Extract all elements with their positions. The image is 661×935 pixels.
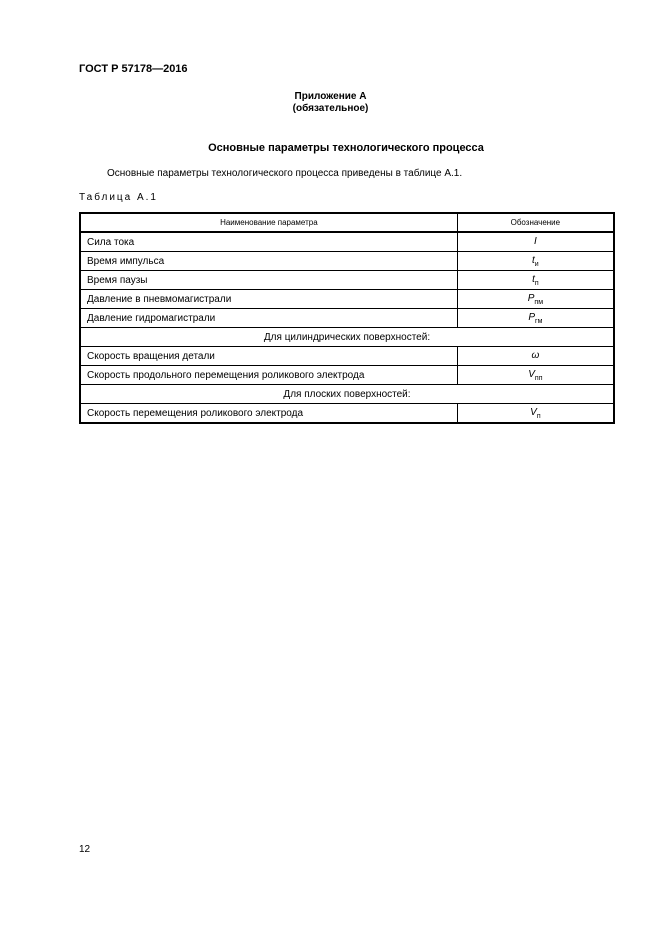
param-name: Сила тока xyxy=(80,232,457,252)
param-symbol: I xyxy=(457,232,614,252)
param-symbol: $t_и$ xyxy=(457,252,614,271)
group-flat-label: Для плоских поверхностей: xyxy=(80,385,614,404)
table-row xyxy=(80,366,614,385)
table-row xyxy=(80,252,614,271)
intro-paragraph: Основные параметры технологического процесса приведены в таблице А.1. xyxy=(107,168,463,179)
appendix-heading xyxy=(0,91,661,115)
table-row xyxy=(80,232,614,252)
table-row xyxy=(80,347,614,366)
appendix-title: Приложение А xyxy=(294,91,367,102)
param-name: Давление в пневмомагистрали xyxy=(80,290,457,309)
param-symbol: $P_{пм}$ xyxy=(457,290,614,309)
document-code: ГОСТ Р 57178—2016 xyxy=(79,63,188,75)
table-group-row xyxy=(80,328,614,347)
param-name: Давление гидромагистрали xyxy=(80,309,457,328)
group-cylindrical-label: Для цилиндрических поверхностей: xyxy=(80,328,614,347)
param-name: Скорость продольного перемещения роликового электрода xyxy=(80,366,457,385)
table-row xyxy=(80,404,614,424)
param-name: Время импульса xyxy=(80,252,457,271)
table-header-row xyxy=(80,213,614,232)
param-symbol: $V_п$ xyxy=(457,404,614,424)
param-symbol: $V_{пп}$ xyxy=(457,366,614,385)
header-symbol: Обозначение xyxy=(457,213,614,232)
section-title: Основные параметры технологического процесса xyxy=(208,142,484,154)
header-parameter-name: Наименование параметра xyxy=(80,213,457,232)
param-name: Скорость перемещения роликового электрода xyxy=(80,404,457,424)
table-row xyxy=(80,309,614,328)
table-row xyxy=(80,290,614,309)
param-name: Время паузы xyxy=(80,271,457,290)
param-symbol: $P_{гм}$ xyxy=(457,309,614,328)
param-symbol: ω xyxy=(457,347,614,366)
parameters-table xyxy=(79,212,615,424)
param-symbol: $t_п$ xyxy=(457,271,614,290)
table-group-row xyxy=(80,385,614,404)
table-row xyxy=(80,271,614,290)
table-caption: Таблица А.1 xyxy=(79,192,158,203)
param-name: Скорость вращения детали xyxy=(80,347,457,366)
page-number: 12 xyxy=(79,844,91,855)
appendix-status: (обязательное) xyxy=(292,103,369,114)
